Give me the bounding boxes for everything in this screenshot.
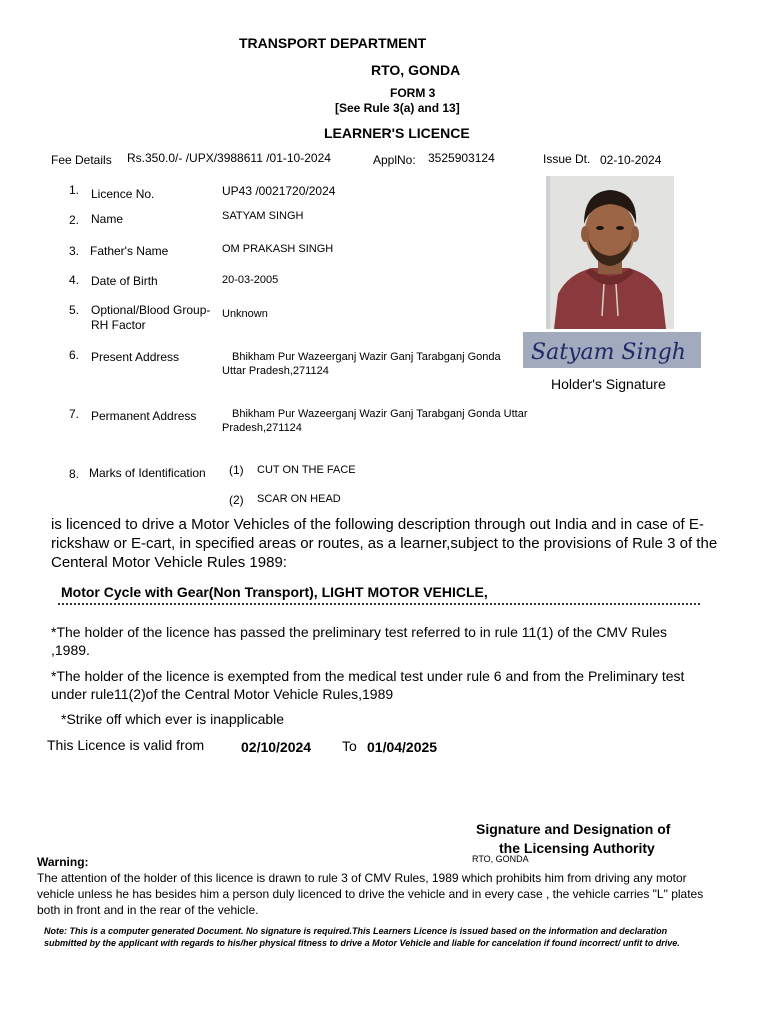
field-number: 3. [69,244,80,258]
field-label-permanent-address: Permanent Address [91,409,197,423]
mark-number: (2) [229,493,244,507]
issue-value: 02-10-2024 [600,153,662,167]
validity-label: This Licence is valid from [47,737,205,753]
field-label-marks: Marks of Identification [89,466,206,480]
field-number: 4. [69,273,80,287]
field-value-fathers-name: OM PRAKASH SINGH [222,243,334,255]
field-value-dob: 20-03-2005 [222,274,279,286]
field-value-licence-no: UP43 /0021720/2024 [222,184,336,198]
field-number: 6. [69,348,80,362]
signature-caption: Holder's Signature [551,376,666,392]
holder-photo [546,176,674,329]
valid-to-date: 01/04/2025 [367,739,438,755]
field-value-permanent-address-line2: Pradesh,271124 [222,422,302,434]
validity-to-label: To [342,738,357,754]
field-number: 7. [69,407,80,421]
mark-text: SCAR ON HEAD [257,493,341,505]
form-rule: [See Rule 3(a) and 13] [335,101,460,115]
computer-generated-note: Note: This is a computer generated Document. No signature is required.This Learners Licence is issued based on the information and declaration submitted by the applicant with regards to his/her physical fitness to drive a Motor Vehicle and liable for cancelation if found incorrect/ unfit to drive. [44,926,680,948]
field-label-licence-no: Licence No. [91,187,155,201]
field-number: 1. [69,183,80,197]
department-title: TRANSPORT DEPARTMENT [239,35,427,51]
field-label-name: Name [91,212,124,226]
authority-title-line2: the Licensing Authority [499,840,655,856]
mark-text: CUT ON THE FACE [257,464,356,476]
note-medical-exemption: *The holder of the licence is exempted from the medical test under rule 6 and from the Preliminary test under rule11(2)of the Central Motor Vehicle Rules,1989 [51,668,685,702]
field-number: 8. [69,467,80,481]
form-number: FORM 3 [390,86,436,100]
field-label-present-address: Present Address [91,350,180,364]
field-value-blood-group: Unknown [222,308,268,320]
appl-label: ApplNo: [373,153,416,167]
dotted-divider [58,603,700,605]
field-label-fathers-name: Father's Name [90,244,169,258]
appl-value: 3525903124 [428,151,495,165]
licence-statement: is licenced to drive a Motor Vehicles of the following description through out India and in case of E-rickshaw or E-cart, in specified areas or routes, as a learner,subject to the provisions of Rule 3 of the Centeral Motor Vehicle Rules 1989: [51,516,718,571]
field-value-permanent-address: Bhikham Pur Wazeerganj Wazir Ganj Tarabganj Gonda Uttar [232,408,528,420]
field-value-name: SATYAM SINGH [222,210,304,222]
signature-image-icon [523,332,701,368]
authority-title-line1: Signature and Designation of [476,821,671,837]
issue-label: Issue Dt. [543,152,591,166]
field-label-rh-factor: RH Factor [91,318,146,332]
field-label-blood-group: Optional/Blood Group- [91,303,211,317]
vehicle-classes: Motor Cycle with Gear(Non Transport), LIGHT MOTOR VEHICLE, [61,584,488,600]
fee-label: Fee Details [51,153,112,167]
fee-value: Rs.350.0/- /UPX/3988611 /01-10-2024 [127,151,331,165]
note-preliminary-test: *The holder of the licence has passed the preliminary test referred to in rule 11(1) of the CMV Rules ,1989. [51,624,668,658]
person-photo-icon [546,176,674,329]
field-value-present-address-line2: Uttar Pradesh,271124 [222,365,329,377]
office-title: RTO, GONDA [371,62,461,78]
field-number: 2. [69,213,80,227]
field-number: 5. [69,303,80,317]
field-label-dob: Date of Birth [91,274,158,288]
warning-text: The attention of the holder of this licence is drawn to rule 3 of CMV Rules, 1989 which prohibits him from driving any motor vehicle unless he has besides him a person duly licenced to drive the vehicle and in every case , the vehicle carries "L" plates both in front and in the rear of the vehicle. [37,871,704,917]
svg-text:Satyam Singh: Satyam Singh [531,340,686,365]
mark-number: (1) [229,463,244,477]
strike-note: *Strike off which ever is inapplicable [61,711,285,727]
holder-signature [523,332,701,368]
field-value-present-address: Bhikham Pur Wazeerganj Wazir Ganj Tarabganj Gonda [232,351,501,363]
valid-from-date: 02/10/2024 [241,739,312,755]
warning-label: Warning: [37,855,89,869]
document-title: LEARNER'S LICENCE [324,125,470,141]
authority-office: RTO, GONDA [472,854,529,864]
